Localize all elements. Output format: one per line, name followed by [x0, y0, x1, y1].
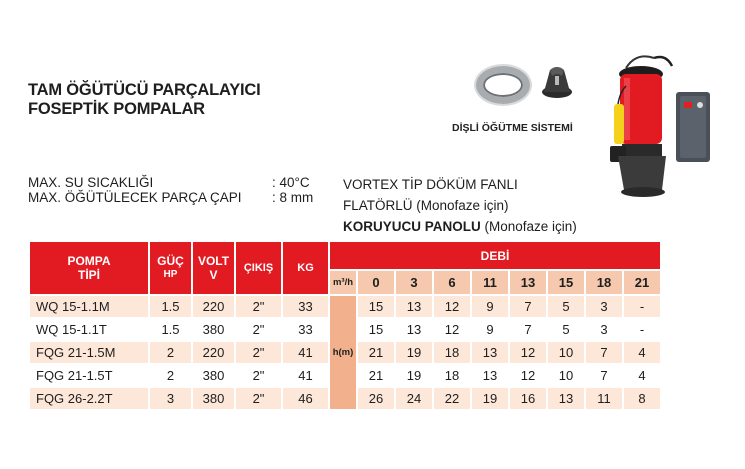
col-header-weight	[283, 242, 328, 294]
head-cell: 10	[548, 342, 584, 363]
model-cell: FQG 21-1.5T	[30, 365, 148, 386]
header-text: VOLT	[197, 254, 230, 268]
col-header-outlet	[236, 242, 281, 294]
head-cell: 24	[396, 388, 432, 409]
head-cell: 9	[472, 296, 508, 317]
volt-cell: 220	[193, 296, 234, 317]
head-cell: 7	[510, 319, 546, 340]
head-cell: 3	[586, 296, 622, 317]
head-cell: 10	[548, 365, 584, 386]
col-header-flow	[330, 242, 660, 269]
head-cell: 9	[472, 319, 508, 340]
table-row	[30, 296, 660, 317]
kg-cell: 33	[283, 319, 328, 340]
kg-cell: 46	[283, 388, 328, 409]
head-cell: 13	[472, 342, 508, 363]
head-cell: 19	[472, 388, 508, 409]
kg-cell: 33	[283, 296, 328, 317]
head-cell: 19	[396, 365, 432, 386]
flow-point: 3	[396, 271, 432, 294]
head-cell: -	[624, 319, 660, 340]
feature-vortex: VORTEX TİP DÖKÜM FANLI	[343, 177, 518, 192]
pump-with-panel-icon	[596, 52, 716, 202]
header-text: V	[209, 268, 218, 282]
header-text: TİPİ	[77, 268, 100, 282]
flow-point: 21	[624, 271, 660, 294]
head-cell: 5	[548, 296, 584, 317]
head-cell: 13	[548, 388, 584, 409]
outlet-cell: 2"	[236, 319, 281, 340]
grinder-ring-icon	[476, 66, 530, 104]
head-cell: 12	[434, 296, 470, 317]
head-cell: 15	[358, 319, 394, 340]
head-cell: 13	[396, 296, 432, 317]
outlet-cell: 2"	[236, 296, 281, 317]
spec-list	[28, 175, 313, 205]
model-cell: WQ 15-1.1M	[30, 296, 148, 317]
head-cell: 3	[586, 319, 622, 340]
feature-float-switch: FLATÖRLÜ (Monofaze için)	[343, 198, 509, 213]
catalog-title	[28, 81, 261, 119]
spec-row-max-particle	[28, 190, 313, 205]
head-cell: 22	[434, 388, 470, 409]
col-header-power	[150, 242, 191, 294]
head-cell: 18	[434, 365, 470, 386]
feature-panel-bold: KORUYUCU PANOLU	[343, 219, 481, 234]
header-text: KG	[297, 262, 314, 274]
head-cell: 11	[586, 388, 622, 409]
head-cell: 5	[548, 319, 584, 340]
head-cell: 19	[396, 342, 432, 363]
spec-row-max-temp	[28, 175, 313, 190]
model-cell: FQG 26-2.2T	[30, 388, 148, 409]
col-header-pump-type	[30, 242, 148, 294]
head-cell: 7	[510, 296, 546, 317]
model-cell: FQG 21-1.5M	[30, 342, 148, 363]
head-cell: 21	[358, 342, 394, 363]
outlet-cell: 2"	[236, 365, 281, 386]
head-cell: 7	[586, 342, 622, 363]
flow-point: 15	[548, 271, 584, 294]
head-cell: 12	[510, 365, 546, 386]
head-unit-label: h(m)	[330, 296, 356, 409]
flow-point: 0	[358, 271, 394, 294]
kg-cell: 41	[283, 342, 328, 363]
hp-cell: 3	[150, 388, 191, 409]
hp-cell: 2	[150, 365, 191, 386]
spec-value: : 8 mm	[272, 190, 314, 205]
header-text: DEBİ	[480, 248, 510, 263]
volt-cell: 380	[193, 388, 234, 409]
volt-cell: 380	[193, 365, 234, 386]
head-cell: 16	[510, 388, 546, 409]
hp-cell: 2	[150, 342, 191, 363]
flow-point: 13	[510, 271, 546, 294]
head-cell: 12	[434, 319, 470, 340]
grinder-cone-icon	[540, 62, 574, 100]
header-text: POMPA	[67, 254, 111, 268]
hp-cell: 1.5	[150, 296, 191, 317]
volt-cell: 220	[193, 342, 234, 363]
head-cell: 7	[586, 365, 622, 386]
flow-point: 18	[586, 271, 622, 294]
spec-label: MAX. SU SICAKLIĞI	[28, 175, 154, 190]
feature-protection-panel	[343, 216, 577, 237]
header-text: HP	[163, 269, 178, 280]
flow-point: 6	[434, 271, 470, 294]
spec-label: MAX. ÖĞÜTÜLECEK PARÇA ÇAPI	[28, 190, 242, 205]
title-line-2: FOSEPTİK POMPALAR	[28, 100, 205, 118]
grinding-system-caption: DİŞLİ ÖĞÜTME SİSTEMİ	[452, 122, 573, 134]
head-cell: 4	[624, 342, 660, 363]
title-line-1: TAM ÖĞÜTÜCÜ PARÇALAYICI	[28, 81, 261, 99]
head-cell: 8	[624, 388, 660, 409]
hp-cell: 1.5	[150, 319, 191, 340]
volt-cell: 380	[193, 319, 234, 340]
head-cell: 13	[472, 365, 508, 386]
model-cell: WQ 15-1.1T	[30, 319, 148, 340]
kg-cell: 41	[283, 365, 328, 386]
col-header-voltage	[193, 242, 234, 294]
spec-value: : 40°C	[272, 175, 310, 190]
flow-point: 11	[472, 271, 508, 294]
head-cell: 4	[624, 365, 660, 386]
header-text: GÜÇ	[157, 254, 184, 268]
header-text: ÇIKIŞ	[243, 262, 274, 274]
head-cell: 21	[358, 365, 394, 386]
head-cell: 18	[434, 342, 470, 363]
outlet-cell: 2"	[236, 342, 281, 363]
head-cell: 13	[396, 319, 432, 340]
head-cell: 26	[358, 388, 394, 409]
head-cell: -	[624, 296, 660, 317]
feature-list	[343, 174, 577, 237]
head-cell: 12	[510, 342, 546, 363]
pump-spec-table	[28, 240, 662, 411]
flow-unit-label: m³/h	[330, 271, 356, 294]
outlet-cell: 2"	[236, 388, 281, 409]
head-cell: 15	[358, 296, 394, 317]
feature-panel-note: (Monofaze için)	[480, 219, 577, 234]
